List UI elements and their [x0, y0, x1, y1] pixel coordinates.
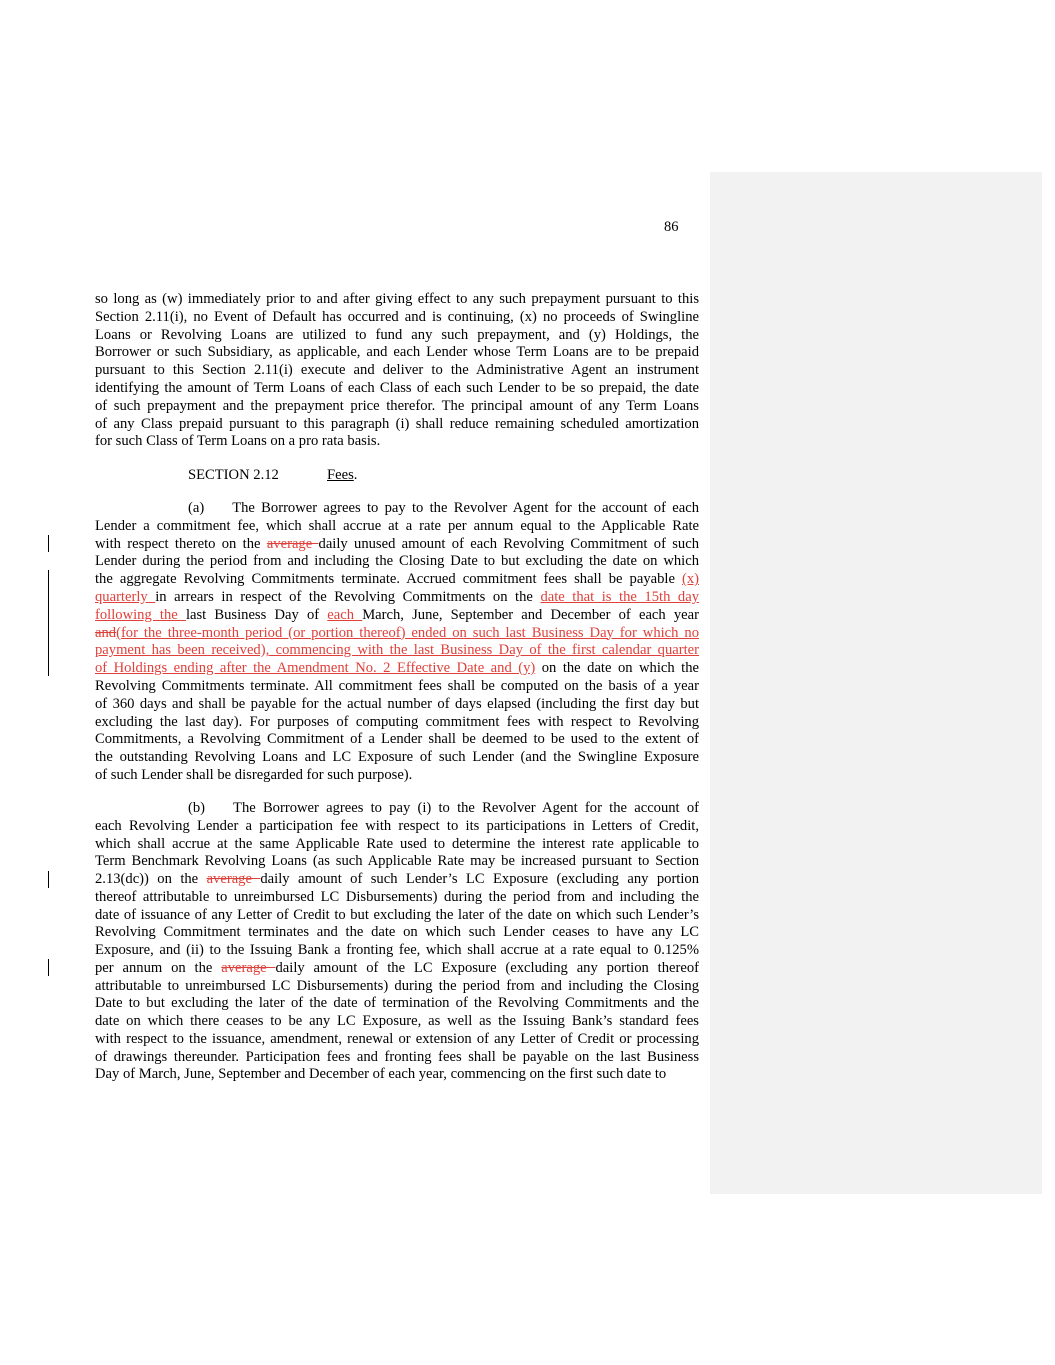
- text-line: [95, 695, 699, 713]
- change-bar: [48, 959, 49, 976]
- text-line: [95, 1065, 699, 1083]
- text-run: identifying the amount of Term Loans of each Class of each such Lender to be so prepaid, the date: [95, 380, 699, 396]
- text-line: [95, 1048, 699, 1066]
- deleted-text: average: [206, 871, 261, 887]
- text-run: daily unused amount of each Revolving Commitment of such: [318, 535, 700, 552]
- text-run: the aggregate Revolving Commitments terminate.: [95, 571, 407, 588]
- inserted-text: of Holdings ending after the Amendment No. 2 Effective Date and (y): [95, 660, 536, 677]
- text-run: with respect thereto on the: [95, 535, 267, 552]
- inserted-text: date that is the 15th day: [540, 589, 699, 605]
- text-line: [95, 906, 699, 924]
- page-number: 86: [664, 219, 679, 235]
- section-heading: [188, 466, 357, 484]
- text-line: [95, 397, 699, 415]
- text-run: Loans or Revolving Loans are utilized to fund any such prepayment, and (y) Holdings, the: [95, 326, 699, 343]
- text-run: each Revolving Lender a participation fee with respect to its participations in Letters of Credit,: [95, 817, 699, 834]
- text-line: [95, 1030, 699, 1048]
- text-run: Section 2.11(i), no Event of Default has occurred and is continuing, (x) no proceeds of Swingline: [95, 308, 699, 325]
- text-run: date of issuance of any Letter of Credit to but excluding the later of the date on which such Lender’s: [95, 906, 699, 923]
- text-run: Term Benchmark Revolving Loans (as such Applicable Rate may be increased pursuant to Section: [95, 853, 699, 870]
- text-run: thereof attributable to unreimbursed LC Disbursements) during the period from and including the: [95, 888, 699, 905]
- text-run: Revolving Commitment terminates and the date on which such Lender ceases to have any LC: [95, 924, 699, 941]
- text-line: [95, 870, 699, 888]
- text-run: of such prepayment and the prepayment price therefor. The principal amount of any Term Loans: [95, 397, 699, 414]
- text-run: The Borrower agrees to pay to the Revolver Agent for the account of each: [232, 500, 699, 516]
- text-line: [95, 677, 699, 695]
- text-line: [95, 959, 699, 977]
- text-line: [95, 713, 699, 731]
- text-run: of drawings thereunder. Participation fees and fronting fees shall be payable on the last Business: [95, 1048, 699, 1065]
- text-run: for such Class of Term Loans on a pro rata basis.: [95, 433, 381, 450]
- text-run: Borrower or such Subsidiary, as applicable, and each Lender whose Term Loans are to be prepaid: [95, 344, 699, 361]
- text-run: pursuant to this Section 2.11(i) execute and deliver to the Administrative Agent an instrument: [95, 362, 699, 379]
- text-run: date on which there ceases to be any LC Exposure, as well as the Issuing Bank’s standard fees: [95, 1013, 699, 1029]
- text-line: [95, 835, 699, 853]
- inserted-text: (for the three-month period (or portion thereof) ended on such last Business Day for which no: [116, 624, 699, 641]
- text-run: excluding the last day). For purposes of computing commitment fees with respect to Revolving: [95, 713, 699, 730]
- text-line: [95, 343, 699, 361]
- text-run: (b): [188, 800, 206, 816]
- change-bar: [48, 871, 49, 888]
- text-line: [95, 308, 699, 326]
- text-line: [95, 517, 699, 535]
- text-run: of 360 days and shall be payable for the actual number of days elapsed (including the first day but: [95, 695, 699, 712]
- text-line: [95, 941, 699, 959]
- text-line: [95, 766, 699, 784]
- text-run: on the date on which the: [535, 660, 699, 677]
- text-run: of any Class prepaid pursuant to this paragraph (i) shall reduce remaining scheduled amortization: [95, 415, 699, 432]
- text-line: [95, 535, 699, 553]
- text-run: which shall accrue at the same Applicable Rate used to determine the interest rate applicable to: [95, 835, 699, 852]
- text-line: [95, 817, 699, 835]
- text-run: Commitments, a Revolving Commitment of a Lender shall be deemed to be used to the extent of: [95, 731, 699, 748]
- text-run: The Borrower agrees to pay (i) to the Revolver Agent for the account of: [233, 800, 699, 816]
- change-bar: [48, 570, 49, 676]
- inserted-text: (x): [681, 571, 699, 588]
- text-run: in arrears in respect of the Revolving Commitments on the: [155, 589, 541, 605]
- text-run: Accrued commitment fees shall be payable: [406, 571, 682, 588]
- text-line: [95, 606, 699, 624]
- text-line: [95, 977, 699, 995]
- text-run: (a): [188, 500, 205, 516]
- deleted-text: average: [266, 535, 319, 552]
- text-line: [95, 290, 699, 308]
- inserted-text: payment has been received), commencing with the last Business Day of the first calendar quarter: [95, 642, 699, 659]
- text-line: [95, 748, 699, 766]
- text-run: 2.13(dc)) on the: [95, 871, 207, 887]
- change-bar: [48, 535, 49, 552]
- inserted-text: following the: [95, 606, 186, 623]
- text-run: Lender during the period from and including the Closing Date to but excluding the date on which: [95, 553, 699, 570]
- text-line: [95, 361, 699, 379]
- text-run: the outstanding Revolving Loans and LC Exposure of such Lender (and the Swingline Exposure: [95, 749, 699, 766]
- text-line: [95, 799, 699, 817]
- text-run: Lender a commitment fee, which shall accrue at a rate per annum equal to the Applicable Rate: [95, 517, 699, 534]
- text-line: [95, 570, 699, 588]
- text-run: so long as (w) immediately prior to and after giving effect to any such prepayment pursuant to this: [95, 291, 699, 307]
- deleted-text: average: [221, 959, 276, 976]
- text-line: [95, 415, 699, 433]
- text-line: [95, 923, 699, 941]
- deleted-text: and: [95, 624, 117, 641]
- section-period: .: [353, 467, 358, 483]
- text-run: March, June, September and December of each year: [362, 606, 699, 623]
- text-line: [95, 994, 699, 1012]
- text-line: [95, 379, 699, 397]
- text-line: [95, 588, 699, 606]
- comment-pane: [710, 172, 1042, 1194]
- text-run: of such Lender shall be disregarded for such purpose).: [95, 767, 413, 783]
- text-line: [95, 852, 699, 870]
- text-line: [95, 641, 699, 659]
- text-line: [95, 326, 699, 344]
- text-run: daily amount of such Lender’s LC Exposure (excluding any portion: [260, 871, 700, 887]
- text-line: [95, 730, 699, 748]
- text-line: [95, 624, 699, 642]
- text-run: daily amount of the LC Exposure (excluding any portion thereof: [275, 959, 699, 976]
- text-run: Revolving Commitments terminate. All commitment fees shall be computed on the basis of a year: [95, 678, 699, 694]
- text-run: Day of March, June, September and December of each year, commencing on the first such date to: [95, 1066, 667, 1083]
- inserted-text: quarterly: [95, 589, 156, 605]
- text-line: [95, 499, 699, 517]
- text-line: [95, 1012, 699, 1030]
- text-run: Exposure, and (ii) to the Issuing Bank a fronting fee, which shall accrue at a rate equal to 0.125%: [95, 942, 699, 958]
- section-title: Fees: [327, 467, 354, 483]
- text-line: [95, 432, 699, 450]
- text-run: attributable to unreimbursed LC Disbursements) during the period from and including the Closing: [95, 977, 699, 994]
- text-run: last Business Day of: [185, 606, 328, 623]
- text-run: per annum on the: [95, 959, 222, 976]
- section-number: SECTION 2.12: [188, 467, 279, 483]
- inserted-text: each: [327, 606, 363, 623]
- text-line: [95, 659, 699, 677]
- text-line: [95, 552, 699, 570]
- text-line: [95, 888, 699, 906]
- text-run: with respect to the issuance, amendment, renewal or extension of any Letter of Credit or processing: [95, 1030, 699, 1047]
- text-run: Date to but excluding the later of the date of termination of the Revolving Commitments and the: [95, 995, 699, 1012]
